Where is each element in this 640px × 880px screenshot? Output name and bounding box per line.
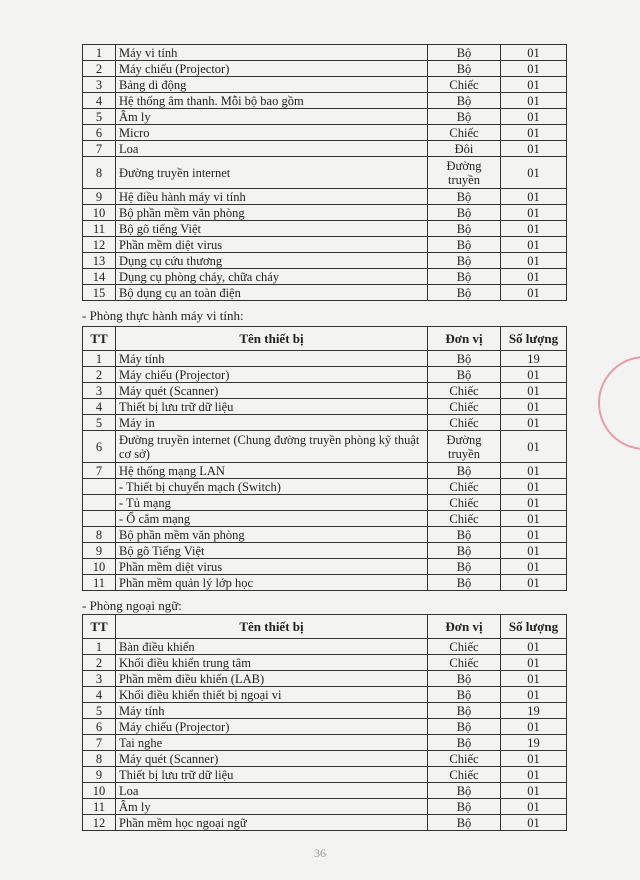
quantity-cell: 01 [501, 687, 567, 703]
table-row [83, 719, 567, 735]
unit-cell: Bộ [428, 815, 501, 831]
unit-cell: Chiếc [428, 639, 501, 655]
quantity-cell: 01 [501, 479, 567, 495]
unit-cell: Chiếc [428, 767, 501, 783]
row-number: 12 [83, 815, 116, 831]
unit-cell: Bộ [428, 205, 501, 221]
equipment-name: Loa [116, 783, 428, 799]
quantity-cell: 01 [501, 93, 567, 109]
table-row [83, 431, 567, 463]
table-row [83, 751, 567, 767]
row-number: 10 [83, 559, 116, 575]
row-number: 8 [83, 527, 116, 543]
equipment-name: Máy quét (Scanner) [116, 383, 428, 399]
quantity-cell: 01 [501, 399, 567, 415]
row-number: 15 [83, 285, 116, 301]
equipment-name: Thiết bị lưu trữ dữ liệu [116, 767, 428, 783]
table-row [83, 399, 567, 415]
row-number: 1 [83, 351, 116, 367]
unit-cell: Bộ [428, 45, 501, 61]
row-number: 2 [83, 367, 116, 383]
row-number: 10 [83, 205, 116, 221]
unit-cell: Bộ [428, 735, 501, 751]
row-number: 7 [83, 735, 116, 751]
table-row [83, 383, 567, 399]
quantity-cell: 01 [501, 61, 567, 77]
quantity-cell: 01 [501, 671, 567, 687]
table-row [83, 639, 567, 655]
table-row [83, 783, 567, 799]
equipment-name: - Ổ cắm mạng [116, 511, 428, 527]
equipment-name: Khối điều khiển thiết bị ngoại vi [116, 687, 428, 703]
unit-cell: Bộ [428, 367, 501, 383]
equipment-name: Máy vi tính [116, 45, 428, 61]
row-number: 5 [83, 415, 116, 431]
quantity-cell: 01 [501, 45, 567, 61]
unit-cell: Bộ [428, 527, 501, 543]
equipment-name: Tai nghe [116, 735, 428, 751]
equipment-name: Máy tính [116, 351, 428, 367]
unit-cell: Chiếc [428, 495, 501, 511]
row-number: 3 [83, 671, 116, 687]
table-header-row [83, 327, 567, 351]
unit-cell: Chiếc [428, 751, 501, 767]
quantity-cell: 01 [501, 157, 567, 189]
table-row [83, 351, 567, 367]
quantity-cell: 01 [501, 221, 567, 237]
unit-cell: Bộ [428, 559, 501, 575]
table-row [83, 157, 567, 189]
row-number: 8 [83, 157, 116, 189]
row-number [83, 495, 116, 511]
row-number: 8 [83, 751, 116, 767]
table-row [83, 559, 567, 575]
equipment-name: - Tủ mạng [116, 495, 428, 511]
quantity-cell: 01 [501, 383, 567, 399]
table-row [83, 61, 567, 77]
table-row [83, 463, 567, 479]
quantity-cell: 01 [501, 141, 567, 157]
table-row [83, 479, 567, 495]
quantity-cell: 01 [501, 767, 567, 783]
unit-cell: Bộ [428, 189, 501, 205]
quantity-cell: 01 [501, 367, 567, 383]
quantity-cell: 01 [501, 189, 567, 205]
table-row [83, 237, 567, 253]
quantity-cell: 01 [501, 109, 567, 125]
quantity-cell: 01 [501, 575, 567, 591]
quantity-cell: 01 [501, 655, 567, 671]
row-number: 11 [83, 221, 116, 237]
row-number: 1 [83, 45, 116, 61]
table-row [83, 285, 567, 301]
quantity-cell: 19 [501, 735, 567, 751]
quantity-cell: 01 [501, 783, 567, 799]
row-number: 9 [83, 543, 116, 559]
quantity-cell: 01 [501, 77, 567, 93]
unit-cell: Bộ [428, 703, 501, 719]
header-tt: TT [83, 615, 116, 639]
table-row [83, 703, 567, 719]
unit-cell: Bộ [428, 783, 501, 799]
unit-cell: Chiếc [428, 511, 501, 527]
table-row [83, 93, 567, 109]
unit-cell: Bộ [428, 237, 501, 253]
row-number: 2 [83, 61, 116, 77]
table-row [83, 575, 567, 591]
row-number [83, 511, 116, 527]
unit-cell: Bộ [428, 543, 501, 559]
equipment-name: Bộ gõ Tiếng Việt [116, 543, 428, 559]
equipment-name: Máy tính [116, 703, 428, 719]
equipment-name: Phần mềm quản lý lớp học [116, 575, 428, 591]
equipment-name: Âm ly [116, 799, 428, 815]
red-stamp-seal [598, 356, 640, 450]
table-row [83, 205, 567, 221]
row-number: 12 [83, 237, 116, 253]
page-number: 36 [314, 846, 326, 860]
equipment-table-computer-lab [82, 326, 567, 591]
row-number: 9 [83, 767, 116, 783]
table-row [83, 125, 567, 141]
equipment-name: Hệ thống âm thanh. Mỗi bộ bao gồm [116, 93, 428, 109]
table-row [83, 367, 567, 383]
equipment-name: Bộ gõ tiếng Việt [116, 221, 428, 237]
table-row [83, 687, 567, 703]
row-number: 5 [83, 703, 116, 719]
quantity-cell: 01 [501, 415, 567, 431]
unit-cell: Bộ [428, 463, 501, 479]
row-number: 3 [83, 383, 116, 399]
row-number: 11 [83, 575, 116, 591]
row-number: 2 [83, 655, 116, 671]
equipment-name: Hệ điều hành máy vi tính [116, 189, 428, 205]
quantity-cell: 01 [501, 719, 567, 735]
unit-cell: Bộ [428, 109, 501, 125]
unit-cell: Bộ [428, 671, 501, 687]
quantity-cell: 01 [501, 125, 567, 141]
table-row [83, 527, 567, 543]
equipment-name: Thiết bị lưu trữ dữ liệu [116, 399, 428, 415]
unit-cell: Bộ [428, 351, 501, 367]
row-number: 6 [83, 719, 116, 735]
table-row [83, 671, 567, 687]
unit-cell: Chiếc [428, 655, 501, 671]
equipment-name: Máy chiếu (Projector) [116, 61, 428, 77]
unit-cell: Bộ [428, 575, 501, 591]
table-row [83, 77, 567, 93]
quantity-cell: 01 [501, 269, 567, 285]
unit-cell: Bộ [428, 93, 501, 109]
quantity-cell: 01 [501, 511, 567, 527]
equipment-name: - Thiết bị chuyển mạch (Switch) [116, 479, 428, 495]
unit-cell: Bộ [428, 221, 501, 237]
table-row [83, 543, 567, 559]
quantity-cell: 01 [501, 799, 567, 815]
table-row [83, 269, 567, 285]
quantity-cell: 01 [501, 431, 567, 463]
equipment-name: Bàn điều khiển [116, 639, 428, 655]
row-number: 11 [83, 799, 116, 815]
quantity-cell: 01 [501, 463, 567, 479]
unit-cell: Chiếc [428, 415, 501, 431]
header-tt: TT [83, 327, 116, 351]
unit-cell: Chiếc [428, 383, 501, 399]
equipment-name: Máy chiếu (Projector) [116, 719, 428, 735]
row-number: 7 [83, 141, 116, 157]
table-row [83, 45, 567, 61]
equipment-name: Âm ly [116, 109, 428, 125]
equipment-name: Loa [116, 141, 428, 157]
table-row [83, 735, 567, 751]
equipment-name: Bảng di động [116, 77, 428, 93]
equipment-name: Đường truyền internet (Chung đường truyền phòng kỹ thuật cơ sở) [116, 431, 428, 463]
row-number: 4 [83, 399, 116, 415]
quantity-cell: 01 [501, 527, 567, 543]
equipment-name: Khối điều khiển trung tâm [116, 655, 428, 671]
unit-cell: Bộ [428, 687, 501, 703]
quantity-cell: 19 [501, 703, 567, 719]
equipment-name: Phần mềm diệt virus [116, 559, 428, 575]
row-number: 9 [83, 189, 116, 205]
equipment-table-language-lab [82, 614, 567, 831]
header-quantity: Số lượng [501, 327, 567, 351]
row-number: 7 [83, 463, 116, 479]
table-row [83, 415, 567, 431]
equipment-name: Máy quét (Scanner) [116, 751, 428, 767]
equipment-name: Máy in [116, 415, 428, 431]
unit-cell: Bộ [428, 719, 501, 735]
quantity-cell: 19 [501, 351, 567, 367]
table-row [83, 799, 567, 815]
equipment-name: Bộ phần mềm văn phòng [116, 205, 428, 221]
table-row [83, 221, 567, 237]
table-row [83, 511, 567, 527]
equipment-name: Phần mềm học ngoại ngữ [116, 815, 428, 831]
equipment-name: Phần mềm điều khiển (LAB) [116, 671, 428, 687]
table-row [83, 253, 567, 269]
equipment-table-general [82, 44, 567, 301]
row-number: 4 [83, 687, 116, 703]
unit-cell: Chiếc [428, 479, 501, 495]
equipment-name: Hệ thống mạng LAN [116, 463, 428, 479]
equipment-name: Phần mềm diệt virus [116, 237, 428, 253]
quantity-cell: 01 [501, 559, 567, 575]
table-row [83, 655, 567, 671]
row-number: 1 [83, 639, 116, 655]
header-equipment-name: Tên thiết bị [116, 615, 428, 639]
equipment-name: Dụng cụ phòng cháy, chữa cháy [116, 269, 428, 285]
row-number: 13 [83, 253, 116, 269]
unit-cell: Bộ [428, 253, 501, 269]
table-row [83, 189, 567, 205]
quantity-cell: 01 [501, 205, 567, 221]
unit-cell: Bộ [428, 799, 501, 815]
quantity-cell: 01 [501, 285, 567, 301]
quantity-cell: 01 [501, 495, 567, 511]
unit-cell: Bộ [428, 285, 501, 301]
equipment-name: Micro [116, 125, 428, 141]
row-number: 10 [83, 783, 116, 799]
unit-cell: Đôi [428, 141, 501, 157]
equipment-name: Máy chiếu (Projector) [116, 367, 428, 383]
unit-cell: Bộ [428, 61, 501, 77]
header-equipment-name: Tên thiết bị [116, 327, 428, 351]
equipment-name: Bộ dụng cụ an toàn điện [116, 285, 428, 301]
row-number: 6 [83, 431, 116, 463]
table-row [83, 767, 567, 783]
quantity-cell: 01 [501, 253, 567, 269]
row-number [83, 479, 116, 495]
table-header-row [83, 615, 567, 639]
table-row [83, 141, 567, 157]
unit-cell: Đường truyền [428, 157, 501, 189]
unit-cell: Chiếc [428, 125, 501, 141]
quantity-cell: 01 [501, 543, 567, 559]
header-quantity: Số lượng [501, 615, 567, 639]
equipment-name: Bộ phần mềm văn phòng [116, 527, 428, 543]
section-title-language-lab: - Phòng ngoại ngữ: [82, 598, 182, 613]
row-number: 14 [83, 269, 116, 285]
unit-cell: Đường truyền [428, 431, 501, 463]
row-number: 4 [83, 93, 116, 109]
quantity-cell: 01 [501, 751, 567, 767]
table-row [83, 815, 567, 831]
equipment-name: Dụng cụ cứu thương [116, 253, 428, 269]
equipment-name: Đường truyền internet [116, 157, 428, 189]
unit-cell: Chiếc [428, 77, 501, 93]
section-title-computer-lab: - Phòng thực hành máy vi tính: [82, 308, 244, 323]
quantity-cell: 01 [501, 237, 567, 253]
table-row [83, 495, 567, 511]
row-number: 5 [83, 109, 116, 125]
row-number: 6 [83, 125, 116, 141]
header-unit: Đơn vị [428, 327, 501, 351]
quantity-cell: 01 [501, 639, 567, 655]
unit-cell: Bộ [428, 269, 501, 285]
quantity-cell: 01 [501, 815, 567, 831]
row-number: 3 [83, 77, 116, 93]
table-row [83, 109, 567, 125]
unit-cell: Chiếc [428, 399, 501, 415]
header-unit: Đơn vị [428, 615, 501, 639]
